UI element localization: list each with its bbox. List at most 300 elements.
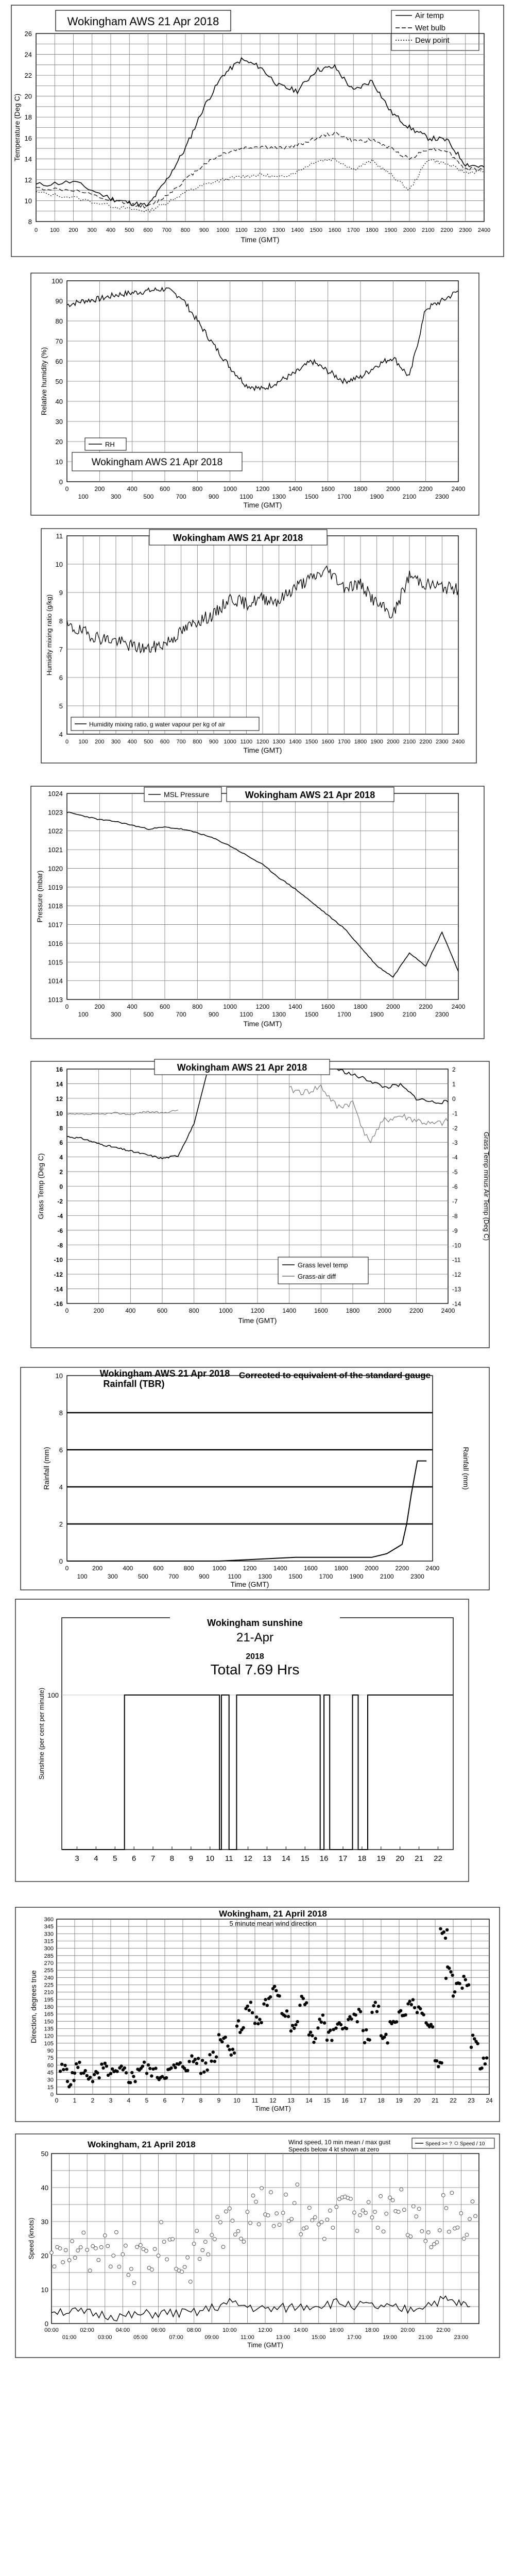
wspeed-y-axis-label: Speed (knots) <box>27 2217 35 2260</box>
temp-x-tick-label: 200 <box>68 227 78 233</box>
wdir-x-tick-label: 23 <box>468 2097 475 2104</box>
pressure-chart <box>0 783 515 1041</box>
hmr-x-tick-label: 2400 <box>452 739 465 745</box>
temp-x-tick-label: 2300 <box>459 227 472 233</box>
wdir-data-point <box>115 2070 118 2073</box>
grass-y2-tick-label: -3 <box>452 1139 458 1147</box>
rain-x-tick-label: 1600 <box>303 1565 318 1572</box>
rh-x-tick-label: 0 <box>65 485 69 493</box>
grass-y-tick-label: -16 <box>54 1300 63 1308</box>
wspeed-gust-point <box>438 2229 442 2232</box>
wdir-data-point <box>132 2075 135 2078</box>
wdir-data-point <box>89 2076 92 2079</box>
wdir-data-point <box>312 2041 315 2044</box>
wdir-x-tick-label: 3 <box>109 2097 113 2104</box>
wspeed-gust-point <box>260 2187 264 2190</box>
sun-x-tick-label: 21 <box>415 1854 423 1863</box>
wdir-data-point <box>471 2033 474 2037</box>
grass-y-tick-label: 10 <box>56 1110 63 1117</box>
wspeed-gust-point <box>459 2212 463 2215</box>
wdir-data-point <box>289 2029 293 2032</box>
wdir-data-point <box>246 2005 249 2008</box>
wdir-data-point <box>104 2062 107 2065</box>
sun-x-tick-label: 3 <box>75 1854 79 1863</box>
temp-y-tick-label: 16 <box>24 134 32 142</box>
wdir-data-point <box>69 2083 72 2086</box>
pressure-x-tick-label: 2400 <box>451 1003 466 1010</box>
wspeed-x-tick-label: 21:00 <box>418 2334 433 2341</box>
wdir-data-point <box>372 2004 375 2007</box>
wdir-data-point <box>416 2011 419 2014</box>
wspeed-gust-point <box>311 2218 314 2222</box>
temp-x-tick-label: 700 <box>162 227 171 233</box>
wdir-x-tick-label: 22 <box>450 2097 457 2104</box>
wdir-data-point <box>294 2023 297 2026</box>
wdir-data-point <box>399 2009 402 2012</box>
grass-y-tick-label: -2 <box>57 1197 63 1205</box>
wspeed-gust-point <box>124 2244 128 2247</box>
wspeed-gust-point <box>186 2256 190 2259</box>
wspeed-x-tick-label: 07:00 <box>169 2334 183 2341</box>
pressure-x-tick-label: 900 <box>208 1011 219 1018</box>
pressure-y-tick-label: 1020 <box>48 865 63 873</box>
wind-direction-chart <box>0 1906 515 2123</box>
wdir-y-tick-label: 330 <box>44 1931 54 1938</box>
wspeed-gust-point <box>85 2248 89 2252</box>
rain-y-tick-label: 8 <box>59 1409 63 1417</box>
temp-y-tick-label: 18 <box>24 113 32 122</box>
grass-x-tick-label: 2000 <box>377 1307 392 1314</box>
wdir-data-point <box>262 2003 265 2006</box>
wspeed-gust-point <box>236 2229 240 2233</box>
wspeed-gust-point <box>448 2230 451 2233</box>
wdir-data-point <box>91 2080 94 2083</box>
hmr-x-tick-label: 500 <box>144 739 153 745</box>
rh-y-tick-label: 70 <box>55 337 63 345</box>
sun-chart-title: Wokingham sunshine <box>207 1618 303 1628</box>
wdir-data-point <box>467 1983 470 1986</box>
wdir-data-point <box>330 2039 333 2042</box>
temp-y-axis-label: Temperature (Deg C) <box>13 93 21 162</box>
wdir-data-point <box>179 2061 182 2064</box>
wdir-y-tick-label: 90 <box>47 2048 54 2054</box>
hmr-x-tick-label: 1800 <box>354 739 367 745</box>
pressure-x-tick-label: 800 <box>192 1003 203 1010</box>
wdir-data-point <box>445 1928 449 1931</box>
wspeed-gust-point <box>430 2245 433 2249</box>
wspeed-gust-point <box>435 2241 439 2244</box>
wdir-data-point <box>125 2071 128 2074</box>
wspeed-gust-point <box>364 2211 368 2215</box>
rain-y-tick-label: 2 <box>59 1520 63 1528</box>
wspeed-x-tick-label: 12:00 <box>258 2327 272 2333</box>
rh-x-tick-label: 1800 <box>353 485 368 493</box>
wdir-data-point <box>197 2057 200 2060</box>
wdir-y-tick-label: 30 <box>47 2077 54 2083</box>
pressure-y-tick-label: 1022 <box>48 827 63 835</box>
wdir-data-point <box>63 2064 66 2067</box>
rain-x-tick-label: 1800 <box>334 1565 348 1572</box>
wspeed-gust-point <box>397 2210 400 2214</box>
grass-y2-tick-label: 1 <box>452 1080 456 1088</box>
sun-x-tick-label: 19 <box>376 1854 386 1863</box>
wspeed-gust-point <box>67 2259 71 2262</box>
grass-y2-tick-label: 0 <box>452 1095 456 1103</box>
wdir-data-point <box>260 2021 263 2024</box>
wdir-data-point <box>76 2066 79 2069</box>
wdir-data-point <box>410 2003 413 2006</box>
rain-y2-axis-label: Rainfall (mm) <box>462 1447 470 1490</box>
hmr-x-tick-label: 2100 <box>403 739 416 745</box>
wdir-data-point <box>431 2025 434 2028</box>
wdir-data-point <box>147 2063 150 2066</box>
wdir-data-point <box>130 2071 133 2074</box>
wdir-x-tick-label: 8 <box>199 2097 203 2104</box>
rh-x-tick-label: 600 <box>159 485 170 493</box>
wspeed-x-tick-label: 18:00 <box>365 2327 380 2333</box>
grass-y-tick-label: 8 <box>59 1124 63 1132</box>
rain-x-tick-label: 1400 <box>273 1565 287 1572</box>
wdir-data-point <box>476 2042 479 2045</box>
rh-y-tick-label: 30 <box>55 418 63 426</box>
pressure-y-tick-label: 1021 <box>48 846 63 854</box>
wspeed-gust-point <box>441 2194 445 2197</box>
pressure-y-tick-label: 1019 <box>48 883 63 891</box>
wspeed-gust-point <box>112 2254 115 2258</box>
wdir-data-point <box>73 2072 76 2075</box>
rh-x-tick-label: 2400 <box>451 485 466 493</box>
sun-step-line <box>62 1695 453 1850</box>
wspeed-gust-point <box>335 2205 338 2209</box>
temp-x-tick-label: 2000 <box>403 227 416 233</box>
wspeed-gust-point <box>157 2254 160 2258</box>
hmr-y-tick-label: 7 <box>59 646 63 653</box>
wdir-data-point <box>202 2071 205 2074</box>
grass-y2-tick-label: -5 <box>452 1168 458 1176</box>
wdir-data-point <box>230 2054 233 2057</box>
wspeed-gust-point <box>160 2221 163 2224</box>
grass-y-tick-label: -14 <box>54 1285 63 1293</box>
wdir-y-tick-label: 270 <box>44 1960 54 1967</box>
hmr-x-tick-label: 2000 <box>387 739 400 745</box>
wdir-y-tick-label: 315 <box>44 1938 54 1945</box>
wdir-x-tick-label: 1 <box>73 2097 77 2104</box>
rain-y-tick-label: 0 <box>59 1557 63 1565</box>
grass-y-tick-label: 14 <box>56 1080 63 1088</box>
wspeed-chart-subtitle: Wind speed, 10 min mean / max gust <box>288 2139 391 2146</box>
hmr-y-tick-label: 6 <box>59 674 63 682</box>
temp-x-tick-label: 300 <box>87 227 97 233</box>
rh-x-axis-label: Time (GMT) <box>243 501 282 509</box>
wdir-x-tick-label: 16 <box>341 2097 349 2104</box>
wspeed-gust-point <box>195 2229 199 2233</box>
hmr-x-tick-label: 1200 <box>256 739 269 745</box>
pressure-x-tick-label: 500 <box>143 1011 154 1018</box>
wdir-data-point <box>453 1990 456 1993</box>
hmr-legend-label: Humidity mixing ratio, g water vapour per kg of air <box>89 721 226 728</box>
sun-x-tick-label: 20 <box>396 1854 405 1863</box>
wspeed-chart-subtitle2: Speeds below 4 kt shown at zero <box>288 2146 380 2153</box>
wdir-data-point <box>305 2001 308 2004</box>
wspeed-gust-point <box>79 2246 82 2249</box>
rain-y-tick-label: 4 <box>59 1483 63 1491</box>
pressure-x-tick-label: 1400 <box>288 1003 302 1010</box>
rh-x-tick-label: 400 <box>127 485 138 493</box>
rh-chart <box>0 268 515 520</box>
grass-chart-panel <box>0 1056 515 1355</box>
pressure-x-tick-label: 2300 <box>435 1011 449 1018</box>
wspeed-gust-point <box>64 2248 67 2252</box>
wdir-data-point <box>109 2072 112 2075</box>
wspeed-gust-point <box>127 2273 130 2277</box>
hmr-x-tick-label: 2200 <box>419 739 432 745</box>
wspeed-gust-point <box>424 2239 427 2243</box>
wdir-data-point <box>150 2074 153 2077</box>
rh-chart-title: Wokingham AWS 21 Apr 2018 <box>91 457 223 468</box>
wdir-data-point <box>264 1998 267 2001</box>
wspeed-gust-point <box>290 2217 294 2221</box>
sun-chart-year: 2018 <box>246 1652 264 1661</box>
grass-y2-tick-label: -4 <box>452 1154 458 1161</box>
rain-x-tick-label: 400 <box>123 1565 133 1572</box>
wdir-data-point <box>217 2033 220 2036</box>
pressure-x-tick-label: 1300 <box>272 1011 286 1018</box>
wspeed-x-tick-label: 05:00 <box>133 2334 148 2341</box>
wspeed-gust-point <box>219 2221 222 2224</box>
hmr-x-tick-label: 1300 <box>272 739 285 745</box>
wspeed-chart-title: Wokingham, 21 April 2018 <box>88 2140 196 2149</box>
pressure-legend-label: MSL Pressure <box>164 790 210 799</box>
wspeed-gust-point <box>203 2240 207 2244</box>
pressure-x-tick-label: 1900 <box>370 1011 384 1018</box>
pressure-x-tick-label: 100 <box>78 1011 89 1018</box>
rain-x-tick-label: 900 <box>199 1573 210 1580</box>
wdir-data-point <box>311 2034 314 2037</box>
temp-y-tick-label: 12 <box>24 176 32 184</box>
wspeed-gust-point <box>456 2226 459 2229</box>
wdir-x-tick-label: 15 <box>323 2097 331 2104</box>
wspeed-legend-swatch <box>455 2142 458 2145</box>
wspeed-gust-point <box>109 2265 112 2268</box>
wspeed-gust-point <box>99 2245 103 2249</box>
temp-y-tick-label: 10 <box>24 197 32 205</box>
wspeed-x-tick-label: 17:00 <box>347 2334 362 2341</box>
wspeed-gust-point <box>281 2211 285 2215</box>
wspeed-gust-point <box>213 2238 216 2241</box>
wspeed-x-tick-label: 02:00 <box>80 2327 94 2333</box>
wdir-data-point <box>404 2013 407 2016</box>
wspeed-gust-point <box>117 2265 121 2268</box>
wdir-data-point <box>293 2027 296 2030</box>
wdir-data-point <box>278 1994 281 1997</box>
rh-x-tick-label: 2000 <box>386 485 400 493</box>
wdir-data-point <box>93 2073 96 2076</box>
temp-x-tick-label: 1400 <box>291 227 304 233</box>
rh-x-tick-label: 100 <box>78 493 89 500</box>
hmr-chart-title: Wokingham AWS 21 Apr 2018 <box>173 533 303 543</box>
wspeed-gust-point <box>355 2229 359 2233</box>
pressure-x-tick-label: 300 <box>110 1011 122 1018</box>
wspeed-gust-point <box>329 2209 332 2212</box>
wdir-y-tick-label: 75 <box>47 2055 54 2062</box>
rh-x-tick-label: 1400 <box>288 485 302 493</box>
wspeed-gust-point <box>385 2212 388 2215</box>
wspeed-gust-point <box>132 2281 136 2285</box>
rh-x-tick-label: 1700 <box>337 493 351 500</box>
wdir-data-point <box>60 2063 63 2066</box>
hmr-x-tick-label: 1900 <box>370 739 383 745</box>
wspeed-gust-point <box>275 2212 279 2215</box>
wspeed-gust-point <box>417 2207 421 2211</box>
sun-chart-date: 21-Apr <box>236 1631 274 1645</box>
pressure-x-tick-label: 2100 <box>402 1011 417 1018</box>
pressure-y-tick-label: 1018 <box>48 902 63 910</box>
wdir-y-tick-label: 0 <box>50 2092 54 2098</box>
grass-y2-tick-label: -11 <box>452 1256 461 1264</box>
wspeed-gust-point <box>322 2237 326 2241</box>
wspeed-gust-point <box>61 2261 65 2264</box>
pressure-y-tick-label: 1024 <box>48 790 63 798</box>
wdir-x-tick-label: 13 <box>287 2097 295 2104</box>
pressure-y-tick-label: 1014 <box>48 977 63 985</box>
wdir-data-point <box>422 2013 425 2016</box>
grass-x-tick-label: 2400 <box>441 1307 455 1314</box>
pressure-x-tick-label: 200 <box>94 1003 105 1010</box>
wspeed-gust-point <box>73 2256 77 2260</box>
sun-x-tick-label: 5 <box>113 1854 117 1863</box>
wdir-data-point <box>356 2020 359 2023</box>
wdir-data-point <box>210 2060 213 2063</box>
grass-x-tick-label: 1400 <box>282 1307 297 1314</box>
temp-x-tick-label: 1700 <box>347 227 360 233</box>
sun-x-tick-label: 4 <box>94 1854 98 1863</box>
rh-y-tick-label: 10 <box>55 458 63 466</box>
wdir-data-point <box>386 2041 389 2044</box>
rain-x-tick-label: 800 <box>183 1565 194 1572</box>
wdir-data-point <box>235 2025 238 2028</box>
hmr-x-tick-label: 600 <box>160 739 170 745</box>
wdir-data-point <box>444 1977 448 1980</box>
wdir-chart-subtitle: 5 minute mean wind direction <box>229 1920 317 1927</box>
pressure-x-tick-label: 1200 <box>255 1003 270 1010</box>
grass-chart-title: Wokingham AWS 21 Apr 2018 <box>177 1062 307 1073</box>
wdir-x-tick-label: 19 <box>396 2097 403 2104</box>
wspeed-gust-point <box>269 2191 273 2194</box>
pressure-x-tick-label: 600 <box>159 1003 170 1010</box>
wspeed-y-tick-label: 30 <box>41 2218 48 2226</box>
wspeed-gust-point <box>103 2234 107 2238</box>
pressure-y-tick-label: 1015 <box>48 958 63 967</box>
wspeed-gust-point <box>153 2247 157 2251</box>
hmr-x-tick-label: 2300 <box>436 739 449 745</box>
wdir-data-point <box>85 2074 89 2077</box>
wdir-x-tick-label: 10 <box>233 2097 241 2104</box>
wdir-data-point <box>419 2007 422 2010</box>
wdir-y-tick-label: 120 <box>44 2033 54 2040</box>
wdir-x-tick-label: 5 <box>145 2097 149 2104</box>
wdir-data-point <box>460 1987 464 1990</box>
sun-x-tick-label: 6 <box>132 1854 136 1863</box>
wspeed-gust-point <box>471 2200 474 2204</box>
wdir-data-point <box>291 2024 294 2027</box>
wdir-data-point <box>165 2076 168 2079</box>
rh-x-tick-label: 1100 <box>239 493 253 500</box>
wspeed-gust-point <box>320 2221 323 2224</box>
wdir-x-tick-label: 7 <box>181 2097 185 2104</box>
wspeed-gust-point <box>188 2280 192 2283</box>
sun-x-tick-label: 7 <box>150 1854 156 1863</box>
wdir-y-tick-label: 150 <box>44 2019 54 2025</box>
sun-x-tick-label: 16 <box>319 1854 329 1863</box>
grass-y2-tick-label: -7 <box>452 1197 458 1205</box>
wdir-data-point <box>169 2066 173 2070</box>
wdir-data-point <box>204 2061 207 2064</box>
wdir-data-point <box>256 2022 260 2025</box>
hmr-x-tick-label: 0 <box>65 739 69 745</box>
wdir-data-point <box>249 2001 252 2004</box>
wdir-data-point <box>78 2061 81 2064</box>
rh-y-tick-label: 80 <box>55 317 63 325</box>
wdir-x-tick-label: 20 <box>414 2097 421 2104</box>
wspeed-x-tick-label: 13:00 <box>276 2334 290 2341</box>
hmr-y-tick-label: 8 <box>59 617 63 625</box>
wdir-data-point <box>470 2046 473 2049</box>
temp-y-tick-label: 24 <box>24 50 32 59</box>
wdir-data-point <box>285 2009 288 2012</box>
grass-y-tick-label: -10 <box>54 1256 63 1264</box>
wdir-data-point <box>370 2011 373 2014</box>
wdir-data-point <box>195 2062 198 2065</box>
hmr-x-tick-label: 1400 <box>289 739 302 745</box>
wspeed-x-tick-label: 10:00 <box>222 2327 237 2333</box>
sun-x-tick-label: 13 <box>263 1854 271 1863</box>
pressure-x-tick-label: 2200 <box>419 1003 433 1010</box>
rh-x-tick-label: 1200 <box>255 485 270 493</box>
wdir-data-point <box>141 2064 144 2067</box>
wdir-data-point <box>233 2052 236 2055</box>
wdir-x-tick-label: 21 <box>432 2097 439 2104</box>
rain-x-tick-label: 1000 <box>212 1565 227 1572</box>
wspeed-gust-point <box>201 2248 204 2252</box>
wdir-data-point <box>242 2026 245 2029</box>
wdir-data-point <box>84 2069 87 2072</box>
wdir-data-point <box>365 2028 368 2031</box>
wdir-data-point <box>284 2014 287 2018</box>
wdir-data-point <box>462 1975 465 1978</box>
sun-x-tick-label: 17 <box>338 1854 348 1863</box>
hmr-x-tick-label: 900 <box>209 739 219 745</box>
wspeed-gust-point <box>426 2231 430 2234</box>
wdir-y-tick-label: 195 <box>44 1996 54 2003</box>
hmr-x-tick-label: 1100 <box>240 739 253 745</box>
wspeed-gust-point <box>373 2210 377 2214</box>
wspeed-gust-point <box>210 2233 214 2237</box>
wspeed-gust-point <box>183 2265 186 2269</box>
wspeed-y-tick-label: 10 <box>41 2286 48 2294</box>
grass-y2-tick-label: -10 <box>452 1242 461 1249</box>
wspeed-x-axis-label: Time (GMT) <box>247 2341 283 2349</box>
sun-x-tick-label: 8 <box>169 1854 175 1863</box>
wdir-data-point <box>413 2006 416 2009</box>
wspeed-gust-point <box>58 2247 62 2250</box>
wspeed-gust-point <box>162 2240 166 2244</box>
wspeed-gust-point <box>299 2232 303 2236</box>
wdir-data-point <box>439 1927 442 1930</box>
wdir-data-point <box>339 2023 342 2026</box>
temp-y-tick-label: 22 <box>24 72 32 80</box>
rain-y-tick-label: 6 <box>59 1446 63 1454</box>
wspeed-gust-point <box>221 2245 225 2249</box>
